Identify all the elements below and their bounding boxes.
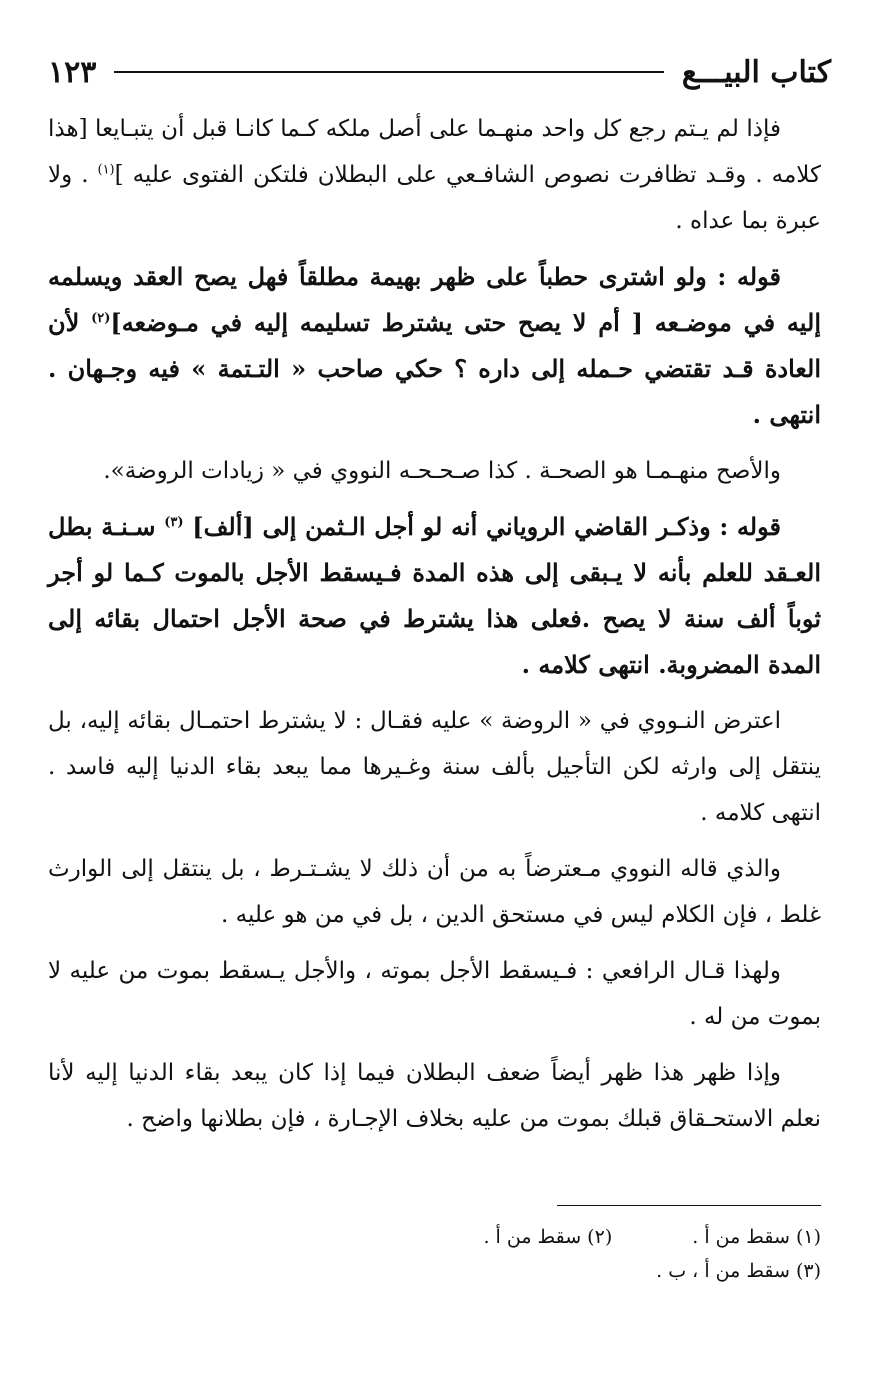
paragraph-bold: قوله : وذكـر القاضي الروياني أنه لو أجل الـثمن إلى [ألف] $^{(٣)}$ سـنـة بطل العـقد للعلم بأنه لا يـبقى إلى هذه المدة فـيسقط الأجل بالموت كـما لو أجر ثوباً ألف سنة لا يصح .فعلى هذا يشترط في صحة الأجل احتمال بقائه إلى المدة المضروبة. انتهى كلامه . — [48, 512, 821, 679]
running-header — [48, 50, 831, 94]
paragraph: وإذا ظهر هذا ظهر أيضاً ضعف البطلان فيما إذا كان يبعد بقاء الدنيا إليه لأنا نعلم الاستحـقاق قبلك بموت من عليه بخلاف الإجـارة ، فإن بطلانها واضح . — [48, 1060, 821, 1132]
footnote-ref: (٣) — [164, 515, 184, 530]
page-number: ١٢٣ — [48, 54, 97, 90]
paragraph: والذي قاله النووي مـعترضاً به من أن ذلك لا يشـتـرط ، بل ينتقل إلى الوارث غلط ، فإن الكلام ليس في مستحق الدين ، بل في من هو عليه . — [48, 856, 821, 928]
footnote-ref: (٢) — [91, 311, 111, 326]
footnote-rule — [557, 1205, 821, 1206]
footnote-ref: (١) — [97, 162, 115, 178]
footnote-2: (٢) سقط من أ . — [483, 1226, 613, 1248]
chapter-title: كتاب البيـــع — [681, 54, 831, 90]
footnotes — [341, 1220, 821, 1288]
paragraph: والأصح منهـمـا هو الصحـة . كذا صـحـحـه النووي في « زيادات الروضة». — [103, 458, 781, 484]
main-text — [48, 106, 821, 1152]
footnote-1: (١) سقط من أ . — [692, 1226, 821, 1248]
header-rule — [114, 71, 664, 73]
paragraph-bold: قوله : ولو اشترى حطباً على ظهر بهيمة مطلقاً فهل يصح العقد ويسلمه إليه في موضـعه [ أم لا يصح حتى يشترط تسليمه إليه في مـوضعه]$^{(٢)}$ لأن العادة قـد تقتضي حـمله إلى داره ؟ حكي صاحب « التـتمة » فيه وجـهان . انتهى . — [48, 262, 821, 429]
paragraph: ولهذا قـال الرافعي : فـيسقط الأجل بموته ، والأجل يـسقط بموت من عليه لا بموت من له . — [48, 958, 821, 1030]
paragraph: فإذا لم يـتم رجع كل واحد منهـما على أصل ملكه كـما كانـا قبل أن يتبـايعا [هذا كلامه . وقـد تظافرت نصوص الشافـعي على البطلان فلتكن الفتوى عليه ]$^{(١)}$ . ولا عبرة بما عداه . — [48, 116, 821, 234]
paragraph: اعترض النـووي في « الروضة » عليه فقـال : لا يشترط احتمـال بقائه إليه، بل ينتقل إلى وارثه لكن التأجيل بألف سنة وغـيرها مما يبعد بقاء الدنيا إليه فاسد . انتهى كلامه . — [48, 708, 821, 826]
footnote-3: (٣) سقط من أ ، ب . — [656, 1260, 821, 1282]
